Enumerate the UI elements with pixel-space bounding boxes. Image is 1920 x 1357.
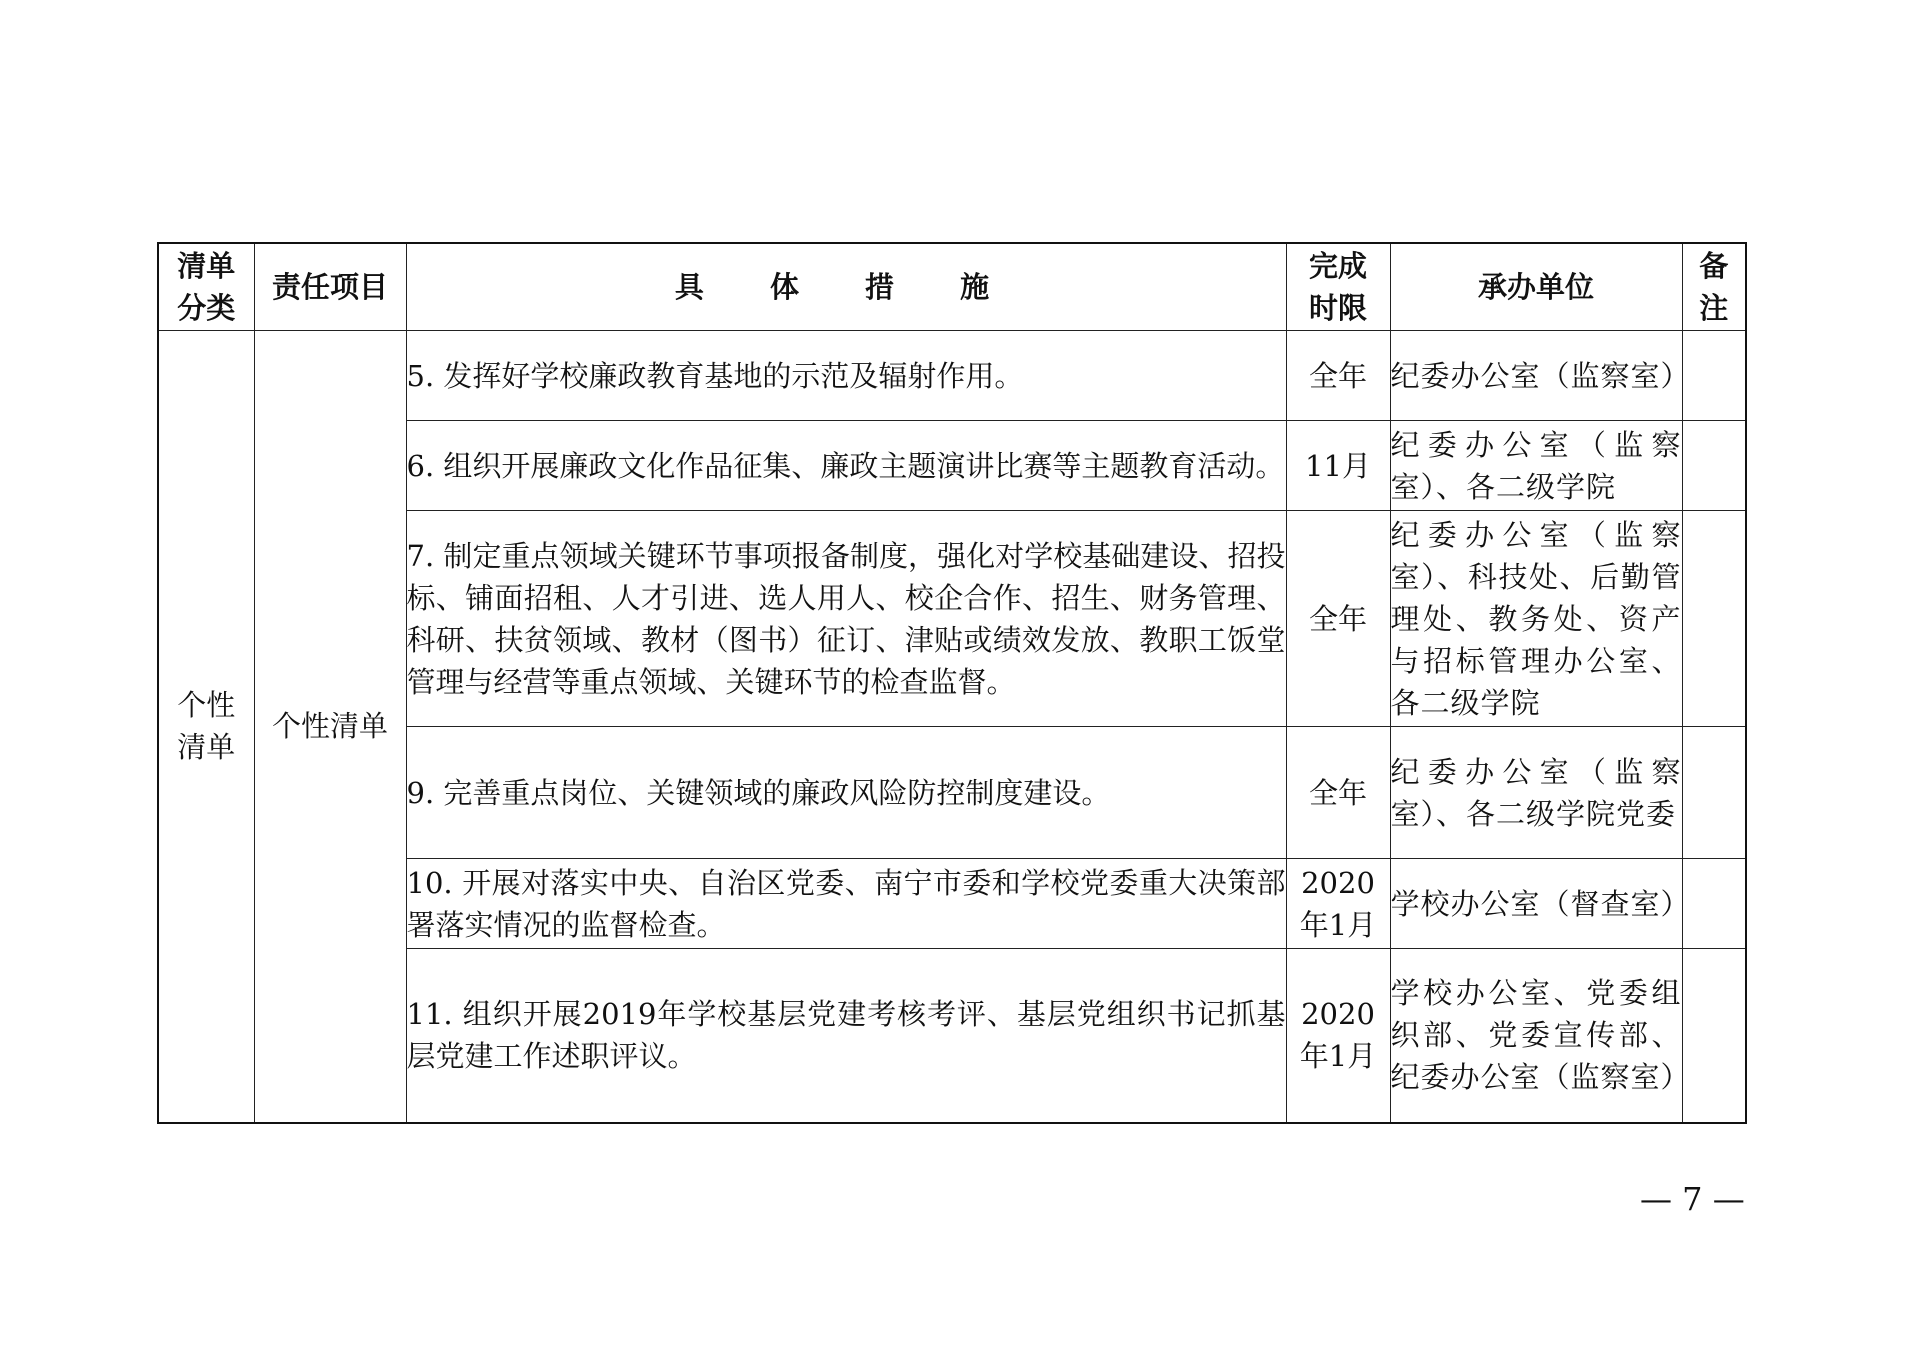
remark-cell (1682, 727, 1746, 859)
deadline-cell: 全年 (1286, 727, 1390, 859)
measure-cell: 6. 组织开展廉政文化作品征集、廉政主题演讲比赛等主题教育活动。 (406, 421, 1286, 511)
measure-cell: 10. 开展对落实中央、自治区党委、南宁市委和学校党委重大决策部署落实情况的监督检查。 (406, 859, 1286, 949)
deadline-cell: 2020年1月 (1286, 949, 1390, 1123)
remark-cell (1682, 331, 1746, 421)
header-unit: 承办单位 (1390, 243, 1682, 331)
unit-cell: 纪委办公室（监察室）、各二级学院党委 (1390, 727, 1682, 859)
remark-cell (1682, 859, 1746, 949)
measure-cell: 9. 完善重点岗位、关键领域的廉政风险防控制度建设。 (406, 727, 1286, 859)
header-category: 清单分类 (158, 243, 254, 331)
category-cell: 个性清单 (158, 331, 254, 1123)
unit-cell: 纪委办公室（监察室） (1390, 331, 1682, 421)
table-row (158, 331, 1746, 421)
deadline-cell: 11月 (1286, 421, 1390, 511)
measures-table (157, 242, 1747, 1124)
item-cell: 个性清单 (254, 331, 406, 1123)
table-header-row (158, 243, 1746, 331)
unit-cell: 纪委办公室（监察室）、各二级学院 (1390, 421, 1682, 511)
measure-cell: 5. 发挥好学校廉政教育基地的示范及辐射作用。 (406, 331, 1286, 421)
header-remark: 备注 (1682, 243, 1746, 331)
measure-cell: 11. 组织开展2019年学校基层党建考核考评、基层党组织书记抓基层党建工作述职评议。 (406, 949, 1286, 1123)
header-measures: 具 体 措 施 (406, 243, 1286, 331)
remark-cell (1682, 511, 1746, 727)
page-number: — 7 — (1640, 1180, 1745, 1218)
deadline-cell: 全年 (1286, 511, 1390, 727)
deadline-cell: 2020年1月 (1286, 859, 1390, 949)
unit-cell: 纪委办公室（监察室）、科技处、后勤管理处、教务处、资产与招标管理办公室、各二级学院 (1390, 511, 1682, 727)
deadline-cell: 全年 (1286, 331, 1390, 421)
unit-cell: 学校办公室（督查室） (1390, 859, 1682, 949)
remark-cell (1682, 949, 1746, 1123)
measure-cell: 7. 制定重点领域关键环节事项报备制度，强化对学校基础建设、招投标、铺面招租、人才引进、选人用人、校企合作、招生、财务管理、科研、扶贫领域、教材（图书）征订、津贴或绩效发放、教职工饭堂管理与经营等重点领域、关键环节的检查监督。 (406, 511, 1286, 727)
header-item: 责任项目 (254, 243, 406, 331)
header-deadline: 完成时限 (1286, 243, 1390, 331)
remark-cell (1682, 421, 1746, 511)
unit-cell: 学校办公室、党委组织部、党委宣传部、纪委办公室（监察室） (1390, 949, 1682, 1123)
